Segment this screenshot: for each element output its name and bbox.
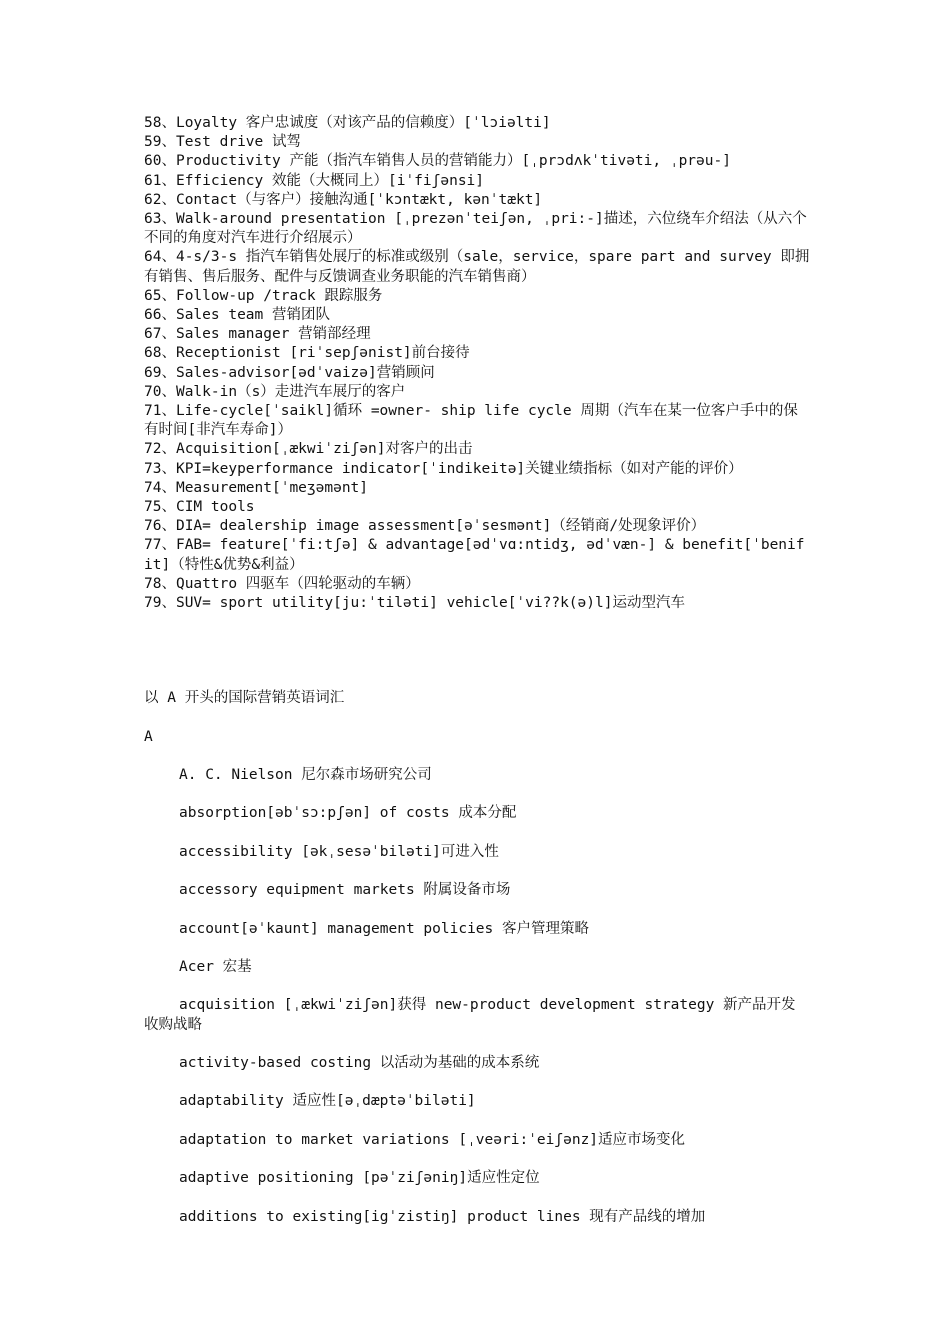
glossary-item: 69、Sales-advisor[ədˈvaizə]营销顾问	[144, 364, 435, 381]
vocabulary-entry: adaptation to market variations [ˌveəri:ˈeiʃənz]适应市场变化	[179, 1131, 686, 1148]
vocabulary-entry: A. C. Nielson 尼尔森市场研究公司	[179, 767, 432, 784]
vocabulary-entry: acquisition [ˌækwiˈziʃən]获得 new-product development strategy 新产品开发收购战略	[144, 997, 796, 1033]
glossary-item: 68、Receptionist [riˈsepʃənist]前台接待	[144, 345, 470, 362]
glossary-item: 64、4-s/3-s 指汽车销售处展厅的标准或级别（sale，service，spare part and survey 即拥有销售、售后服务、配件与反馈调查业务职能的汽车销售商）	[144, 249, 810, 285]
vocabulary-entry: accessory equipment markets 附属设备市场	[179, 882, 511, 899]
glossary-item: 72、Acquisition[ˌækwiˈziʃən]对客户的出击	[144, 441, 473, 458]
vocabulary-entry: accessibility [əkˌsesəˈbiləti]可进入性	[179, 843, 499, 860]
vocabulary-entry: activity-based costing 以活动为基础的成本系统	[179, 1055, 540, 1071]
glossary-item: 70、Walk-in（s）走进汽车展厅的客户	[144, 383, 406, 400]
section-spacer	[144, 613, 810, 689]
glossary-list	[144, 114, 810, 613]
glossary-item: 76、DIA= dealership image assessment[əˈsesmənt]（经销商/处现象评价）	[144, 518, 706, 535]
glossary-item: 73、KPI=keyperformance indicator[ˈindikeitə]关键业绩指标（如对产能的评价）	[144, 460, 743, 477]
vocabulary-entry: adaptive positioning [pəˈziʃəniŋ]适应性定位	[179, 1170, 540, 1187]
glossary-item: 58、Loyalty 客户忠诚度（对该产品的信赖度）[ˈlɔiəlti]	[144, 115, 551, 131]
section-title: 以 A 开头的国际营销英语词汇	[144, 690, 345, 707]
vocabulary-entry: account[əˈkaunt] management policies 客户管理策略	[179, 920, 589, 937]
vocabulary-entry: additions to existing[igˈzistiŋ] product lines 现有产品线的增加	[179, 1208, 706, 1225]
glossary-item: 77、FAB= feature[ˈfi:tʃə] & advantage[ədˈvɑ:ntidʒ, ədˈvæn-] & benefit[ˈbenifit]（特性&优势&利益）	[144, 537, 805, 573]
glossary-item: 75、CIM tools	[144, 499, 255, 516]
glossary-item: 63、Walk-around presentation [ˌprezənˈteiʃən, ˌpri:-]描述，六位绕车介绍法（从六个不同的角度对汽车进行介绍展示）	[144, 211, 807, 247]
glossary-item: 79、SUV= sport utility[ju:ˈtiləti] vehicle[ˈvi??k(ə)l]运动型汽车	[144, 595, 685, 612]
glossary-item: 65、Follow-up /track 跟踪服务	[144, 287, 383, 304]
vocabulary-entry: absorption[əbˈsɔ:pʃən] of costs 成本分配	[179, 805, 517, 822]
glossary-item: 60、Productivity 产能（指汽车销售人员的营销能力）[ˌprɔdʌkˈtivəti, ˌprəu-]	[144, 153, 731, 170]
glossary-item: 74、Measurement[ˈmeʒəmənt]	[144, 479, 369, 496]
glossary-item: 61、Efficiency 效能（大概同上）[iˈfiʃənsi]	[144, 172, 485, 189]
vocabulary-list	[144, 766, 810, 1227]
glossary-item: 78、Quattro 四驱车（四轮驱动的车辆）	[144, 575, 420, 592]
document-page	[144, 114, 810, 1227]
glossary-item: 66、Sales team 营销团队	[144, 307, 330, 324]
vocabulary-entry: adaptability 适应性[əˌdæptəˈbiləti]	[179, 1093, 476, 1110]
glossary-item: 62、Contact（与客户）接触沟通[ˈkɔntækt, kənˈtækt]	[144, 191, 543, 208]
section-letter: A	[144, 728, 153, 745]
glossary-item: 59、Test drive 试驾	[144, 134, 301, 151]
glossary-item: 67、Sales manager 营销部经理	[144, 326, 371, 343]
glossary-item: 71、Life-cycle[ˈsaikl]循环 =owner- ship life cycle 周期（汽车在某一位客户手中的保有时间[非汽车寿命]）	[144, 403, 798, 439]
vocabulary-entry: Acer 宏基	[179, 959, 252, 976]
